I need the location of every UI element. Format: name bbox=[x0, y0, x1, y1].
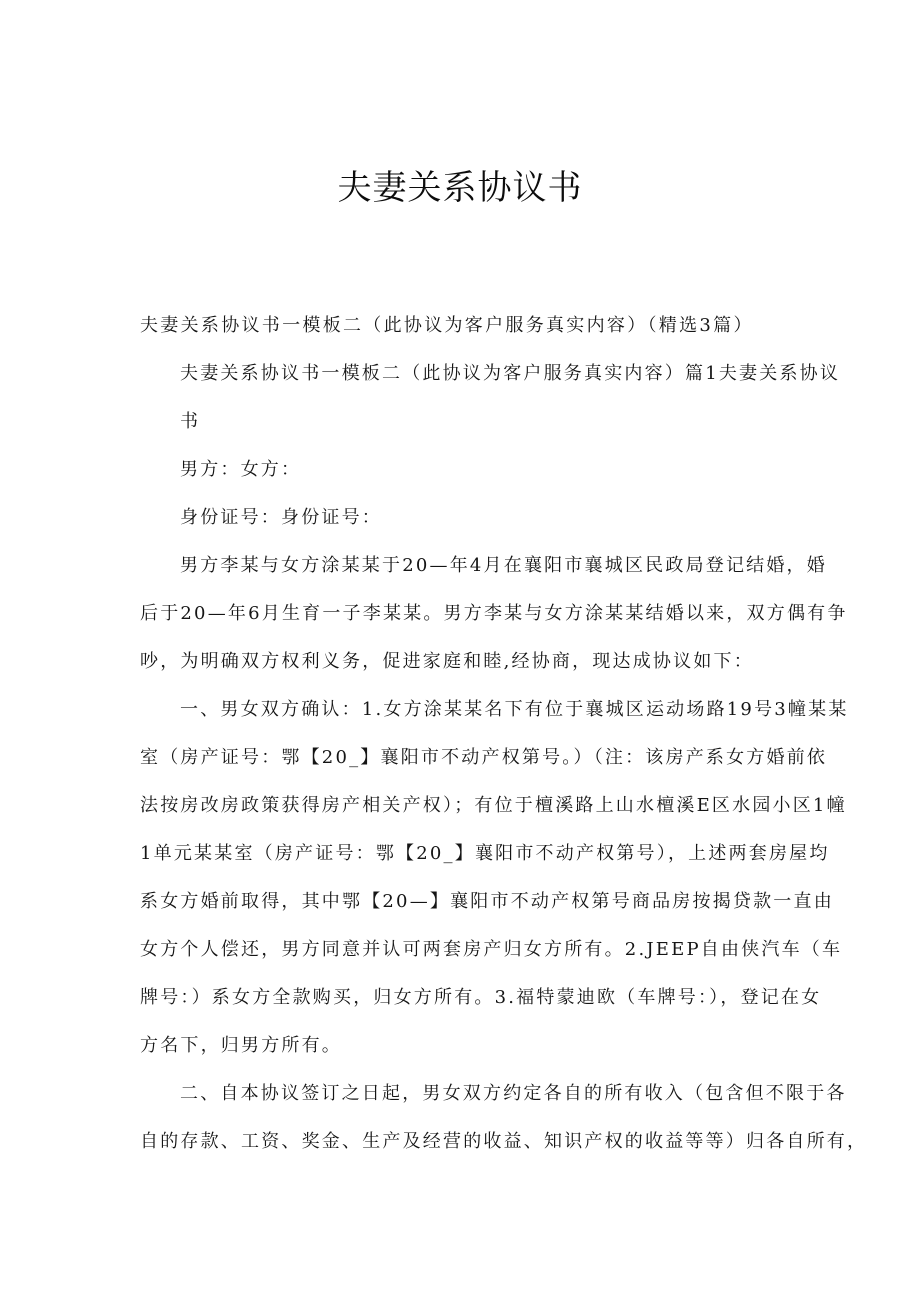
paragraph-line: 方名下，归男方所有。 bbox=[140, 1035, 342, 1056]
paragraph-line: 二、自本协议签订之日起，男女双方约定各自的所有收入（包含但不限于各 bbox=[180, 1083, 847, 1104]
paragraph-line: 系女方婚前取得，其中鄂【20—】襄阳市不动产权第号商品房按揭贷款一直由 bbox=[140, 891, 834, 912]
paragraph-line: 后于20—年6月生育一子李某某。男方李某与女方涂某某结婚以来，双方偶有争 bbox=[140, 603, 848, 624]
paragraph-line: 1单元某某室（房产证号：鄂【20_】襄阳市不动产权第号），上述两套房屋均 bbox=[140, 843, 830, 864]
paragraph-line: 牌号：）系女方全款购买，归女方所有。3.福特蒙迪欧（车牌号：），登记在女 bbox=[140, 987, 822, 1008]
paragraph-line: 法按房改房政策获得房产相关产权）；有位于檀溪路上山水檀溪E区水园小区1幢 bbox=[140, 795, 847, 816]
document-title: 夫妻关系协议书 bbox=[337, 168, 583, 208]
paragraph-line: 书 bbox=[180, 411, 201, 432]
paragraph-line: 一、男女双方确认：1.女方涂某某名下有位于襄城区运动场路19号3幢某某 bbox=[180, 699, 849, 720]
paragraph-line: 男方李某与女方涂某某于20—年4月在襄阳市襄城区民政局登记结婚，婚 bbox=[180, 555, 827, 576]
paragraph-line: 夫妻关系协议书一模板二（此协议为客户服务真实内容）篇1夫妻关系协议 bbox=[180, 363, 841, 384]
paragraph-line: 自的存款、工资、奖金、生产及经营的收益、知识产权的收益等等）归各自所有， bbox=[140, 1131, 868, 1152]
document-subtitle: 夫妻关系协议书一模板二（此协议为客户服务真实内容）（精选3篇） bbox=[140, 315, 754, 336]
paragraph-line: 身份证号：身份证号： bbox=[180, 507, 382, 528]
paragraph-line: 吵，为明确双方权利义务，促进家庭和睦,经协商，现达成协议如下： bbox=[140, 651, 754, 672]
paragraph-line: 女方个人偿还，男方同意并认可两套房产归女方所有。2.JEEP自由侠汽车（车 bbox=[140, 939, 843, 960]
paragraph-line: 室（房产证号：鄂【20_】襄阳市不动产权第号。）（注：该房产系女方婚前依 bbox=[140, 747, 828, 768]
paragraph-line: 男方：女方： bbox=[180, 459, 302, 480]
